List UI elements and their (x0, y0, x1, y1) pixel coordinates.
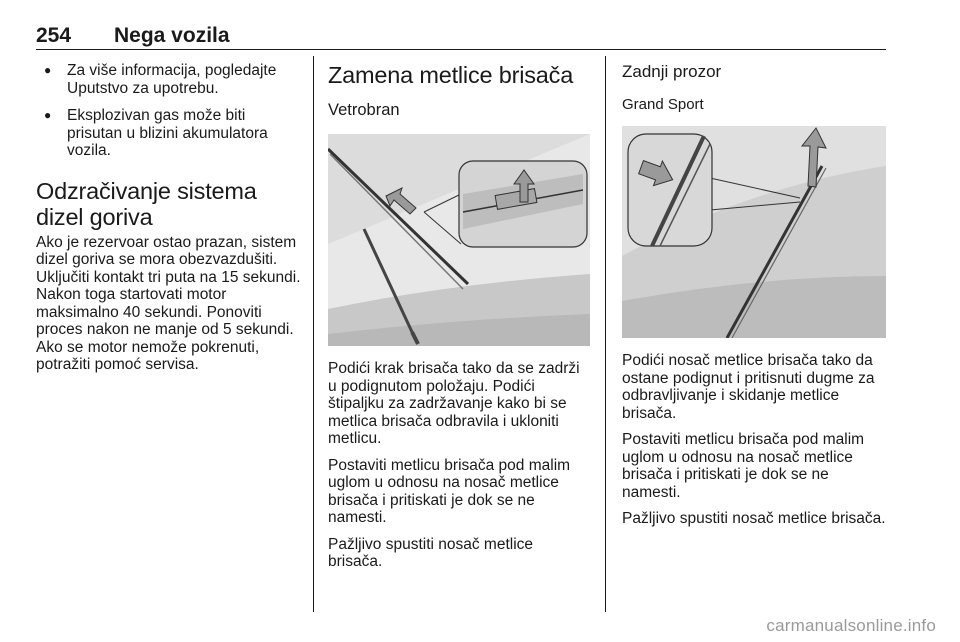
rear-step-3: Pažljivo spustiti nosač metlice brisača. (622, 510, 886, 527)
rear-wiper-illustration (622, 126, 886, 338)
section-title-rear-window: Zadnji prozor (622, 62, 722, 81)
bullet-item: ● Za više informacija, pogledajte Uputstvo za upotrebu. (36, 62, 302, 97)
windshield-wiper-illustration (328, 134, 590, 346)
right-column (622, 62, 886, 537)
middle-column (328, 62, 590, 580)
column-divider-right (605, 56, 606, 612)
left-column (36, 62, 302, 383)
windshield-step-3: Pažljivo spustiti nosač metlice brisača. (328, 535, 534, 570)
page-header (36, 24, 886, 50)
rear-step-2: Postaviti metlicu brisača pod malim uglom u odnosu na nosač metlice brisača i pritiskati je dok se ne namesti. (622, 431, 865, 501)
column-divider-left (313, 56, 314, 612)
header-divider (36, 49, 886, 50)
subsection-title-grand-sport: Grand Sport (622, 96, 704, 113)
bullet-item: ● Eksplozivan gas može biti prisutan u blizini akumulatora vozila. (36, 107, 302, 160)
windshield-step-2: Postaviti metlicu brisača pod malim uglom u odnosu na nosač metlice brisača i pritiskati je dok se ne namesti. (328, 456, 571, 526)
section-title-wiper-replacement: Zamena metlice brisača (328, 62, 574, 88)
page-number: 254 (36, 24, 72, 47)
rear-step-1: Podići nosač metlice brisača tako da ostane podignut i pritisnuti dugme za odbravljivanje i skidanje metlice brisača. (622, 352, 875, 422)
windshield-step-1: Podići krak brisača tako da se zadrži u podignutom položaju. Podići štipaljku za zadržavanje kako bi se metlica brisača odbravila i ukloniti metlicu. (328, 360, 580, 447)
watermark: carmanualsonline.info (766, 616, 936, 635)
fuel-bleed-paragraph: Ako je rezervoar ostao prazan, sistem dizel goriva se mora obezvazdušiti. Uključiti kontakt tri puta na 15 sekundi. Nakon toga startovati motor maksimalno 40 sekundi. Ponoviti proces nakon ne manje od 5 sekundi. Ako se motor nemože pokrenuti, potražiti pomoć servisa. (36, 233, 301, 373)
chapter-title: Nega vozila (114, 24, 230, 47)
section-title-fuel-bleed: Odzračivanje sistema dizel goriva (36, 177, 257, 230)
bullet-list (36, 62, 302, 160)
subsection-title-windshield: Vetrobran (328, 101, 400, 119)
